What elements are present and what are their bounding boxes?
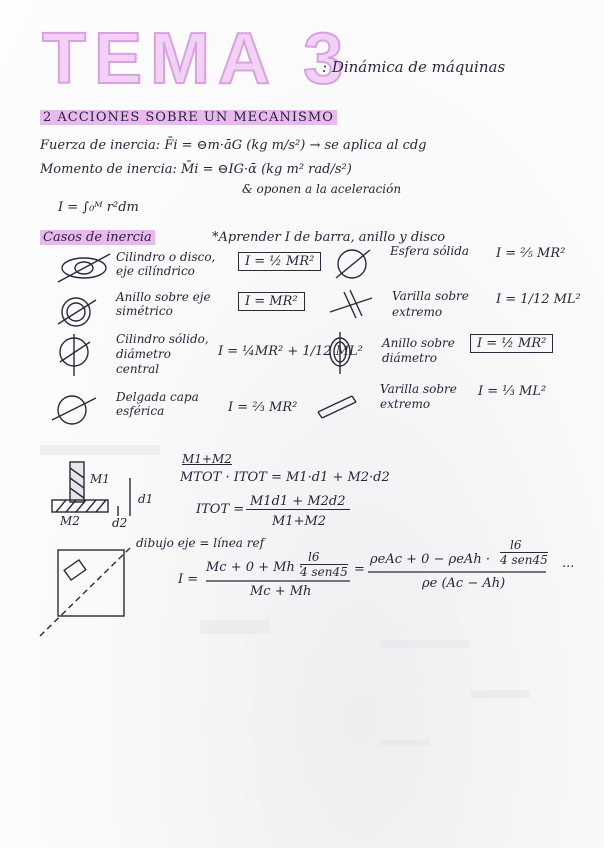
ring-diameter-formula: I = ½ MR² xyxy=(470,334,553,353)
learn-note: *Aprender I de barra, anillo y disco xyxy=(212,230,446,245)
d1-label: d1 xyxy=(138,492,154,506)
cases-heading: Casos de inercia xyxy=(40,230,155,245)
example-denominator-left: Mc + Mh xyxy=(250,584,312,599)
frac-a-numerator: l6 xyxy=(308,550,320,564)
m1-label: M1 xyxy=(90,472,110,486)
example-i-label: I = xyxy=(178,572,199,587)
solid-sphere-label: Esfera sólida xyxy=(390,244,470,258)
inertia-moment-line: Momento de inercia: M̄i = ⊖IG·ᾱ (kg m² rad/s²) xyxy=(40,162,352,177)
oppose-acceleration-note: & oponen a la aceleración xyxy=(242,182,402,196)
section-heading: 2 ACCIONES SOBRE UN MECANISMO xyxy=(40,110,337,125)
page-subtitle: : Dinámica de máquinas xyxy=(322,58,506,76)
example-numerator-left: Mc + 0 + Mh · xyxy=(206,560,304,575)
axis-note: dibujo eje = línea ref xyxy=(136,536,265,550)
ring-label: Anillo sobre eje simétrico xyxy=(116,290,211,318)
thin-shell-label: Delgada capa esférica xyxy=(116,390,199,418)
solid-sphere-formula: I = ⅖ MR² xyxy=(496,246,566,261)
example-denominator-right: ρe (Ac − Ah) xyxy=(422,576,506,591)
inertia-integral: I = ∫₀ᴹ r²dm xyxy=(58,200,139,215)
itot-label: ITOT = xyxy=(196,502,245,517)
solid-cylinder-formula: I = ¼MR² + 1/12 ML² xyxy=(218,344,363,359)
m2-label: M2 xyxy=(60,514,80,528)
rod-extreme-label: Varilla sobre extremo xyxy=(380,382,457,411)
thin-shell-formula: I = ⅔ MR² xyxy=(228,400,298,415)
rod-end-formula: I = 1/12 ML² xyxy=(496,292,581,307)
inertia-force-line: Fuerza de inercia: F̄i = ⊖m·āG (kg m/s²) → se aplica al cdg xyxy=(40,138,427,153)
cylinder-label: Cilindro o disco, eje cilíndrico xyxy=(116,250,216,278)
ring-diameter-label: Anillo sobre diámetro xyxy=(382,336,455,365)
example-numerator-right: ρeAc + 0 − ρeAh · xyxy=(370,552,490,567)
itot-denominator: M1+M2 xyxy=(272,514,327,529)
d2-label: d2 xyxy=(112,516,128,530)
ring-formula: I = MR² xyxy=(238,292,305,311)
cylinder-formula: I = ½ MR² xyxy=(238,252,321,271)
composite-equation: MTOT · ITOT = M1·d1 + M2·d2 xyxy=(180,470,390,485)
itot-numerator: M1d1 + M2d2 xyxy=(246,494,350,510)
mass-sum: M1+M2 xyxy=(182,452,232,466)
frac-a-denominator: 4 sen45 xyxy=(300,565,348,579)
rod-extreme-formula: I = ⅓ ML² xyxy=(478,384,547,399)
frac-b-numerator: l6 xyxy=(510,538,522,552)
page-title: TEMA 3 xyxy=(42,19,352,99)
solid-cylinder-label: Cilindro sólido, diámetro central xyxy=(116,332,209,376)
rod-end-label: Varilla sobre extremo xyxy=(392,289,469,319)
example-equals: = xyxy=(354,562,365,577)
continuation-dots: ... xyxy=(562,556,575,571)
frac-b-denominator: 4 sen45 xyxy=(500,553,548,567)
